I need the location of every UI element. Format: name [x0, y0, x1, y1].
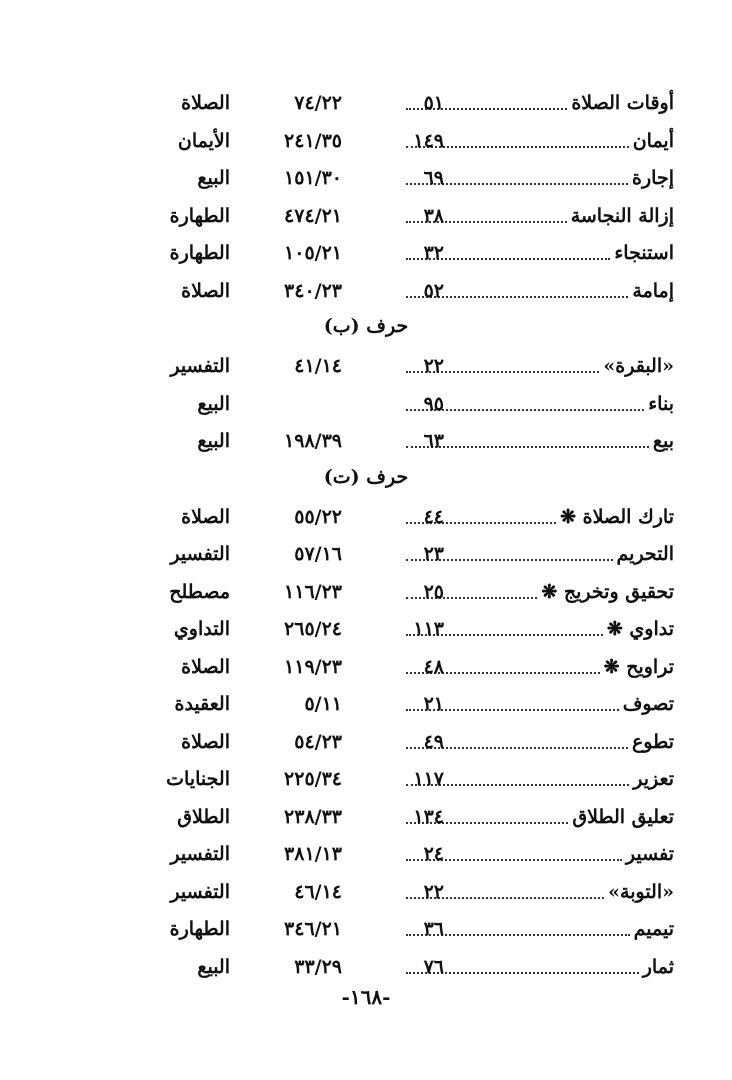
index-entry-row [0, 124, 732, 158]
entry-book: الطهارة [169, 204, 230, 227]
entry-number: ٦٩ [423, 167, 444, 189]
page-number: -١٦٨- [341, 985, 391, 1009]
index-entry-row [0, 349, 732, 383]
entry-volume-page: ٣٣/٢٩ [294, 955, 342, 978]
index-entry-row [0, 687, 732, 721]
index-entry-row [0, 612, 732, 646]
entry-term: استنجاء [614, 242, 674, 264]
entry-book: الطلاق [177, 805, 230, 828]
entry-volume-page: ٢٤١/٣٥ [284, 129, 342, 152]
entry-book: البيع [197, 392, 230, 415]
entry-volume-page: ٢٢٥/٣٤ [284, 768, 342, 790]
entry-term: بيع [652, 430, 674, 452]
entry-volume-page: ٣٤٦/٢١ [284, 918, 342, 940]
index-entry-row [0, 725, 732, 759]
entry-book: التفسير [170, 355, 230, 377]
entry-book: البيع [197, 430, 230, 452]
entry-book: مصطلح [169, 580, 230, 603]
entry-book: الصلاة [181, 505, 230, 528]
entry-book: التفسير [170, 843, 230, 865]
entry-term: تفسير [625, 843, 674, 865]
entry-number: ١١٣ [413, 618, 444, 640]
entry-number: ١١٧ [413, 768, 444, 790]
entry-book: البيع [197, 955, 230, 978]
index-entry-row [0, 274, 732, 308]
entry-number: ٢٣ [423, 543, 444, 565]
entry-term: تحقيق وتخريج ❋ [541, 580, 674, 603]
entry-volume-page: ٥٧/١٦ [294, 543, 342, 565]
entry-term: تعزير [633, 768, 674, 790]
entry-volume-page: ٢٣٨/٣٣ [284, 805, 342, 828]
entry-term: تطوع [631, 730, 674, 753]
entry-number: ٥١ [423, 92, 444, 114]
entry-term: «التوبة» [608, 880, 674, 903]
entry-number: ٣٢ [423, 242, 444, 264]
entry-volume-page: ١١٦/٢٣ [284, 580, 342, 603]
entry-volume-page: ٣٤٠/٢٣ [284, 279, 342, 302]
entry-book: الصلاة [181, 92, 230, 114]
entry-number: ٢٥ [423, 580, 444, 603]
entry-volume-page: ٤١/١٤ [294, 355, 342, 377]
entry-book: التفسير [170, 880, 230, 903]
entry-book: الصلاة [181, 655, 230, 678]
entry-term: تراويح ❋ [603, 655, 674, 678]
entry-volume-page: ٤٧٤/٢١ [284, 204, 342, 227]
entry-number: ٦٣ [423, 430, 444, 452]
entry-term: تعليق الطلاق [572, 805, 674, 828]
index-entry-row [0, 500, 732, 534]
entry-number: ١٤٩ [413, 129, 444, 152]
index-entry-row [0, 537, 732, 571]
index-entry-row [0, 837, 732, 871]
entry-term: «البقرة» [603, 355, 674, 377]
entry-volume-page: ٧٤/٢٢ [294, 92, 342, 114]
entry-number: ٥٢ [423, 279, 444, 302]
entry-number: ٤٩ [423, 730, 444, 753]
entry-number: ٣٦ [423, 918, 444, 940]
entry-term: ثمار [642, 955, 674, 978]
index-entry-row [0, 650, 732, 684]
entry-book: التداوي [173, 618, 230, 640]
index-entry-row [0, 762, 732, 796]
entry-book: الأيمان [177, 129, 230, 152]
entry-number: ٢٢ [423, 355, 444, 377]
entry-term: إجارة [632, 167, 674, 189]
index-entry-row [0, 424, 732, 458]
index-entry-row [0, 912, 732, 946]
entry-volume-page: ٥٤/٢٣ [294, 730, 342, 753]
section-heading: حرف (ت) [323, 465, 409, 488]
index-entry-row [0, 199, 732, 233]
entry-number: ٤٨ [423, 655, 444, 678]
entry-book: الطهارة [169, 918, 230, 940]
index-entry-row [0, 875, 732, 909]
entry-term: تداوي ❋ [606, 618, 674, 640]
entry-volume-page: ٣٨١/١٣ [284, 843, 342, 865]
index-entry-row [0, 800, 732, 834]
section-heading: حرف (ب) [323, 315, 409, 337]
entry-volume-page: ١٩٨/٣٩ [284, 430, 342, 452]
entry-term: بناء [648, 392, 674, 415]
entry-book: الجنايات [166, 768, 230, 790]
entry-term: تيميم [633, 918, 674, 940]
entry-term: إزالة النجاسة [570, 204, 674, 227]
entry-volume-page: ٥/١١ [304, 693, 342, 715]
entry-book: الطهارة [169, 242, 230, 264]
index-entry-row [0, 387, 732, 421]
entry-book: العقيدة [174, 693, 230, 715]
entry-book: الصلاة [181, 730, 230, 753]
index-entry-row [0, 86, 732, 120]
entry-term: التحريم [616, 543, 674, 565]
index-entry-row [0, 236, 732, 270]
entry-volume-page: ٤٦/١٤ [294, 880, 342, 903]
entry-volume-page: ١٥١/٣٠ [284, 167, 342, 189]
entry-term: تصوف [622, 693, 674, 715]
entry-number: ٣٨ [423, 204, 444, 227]
index-entry-row [0, 950, 732, 984]
entry-book: التفسير [170, 543, 230, 565]
entry-number: ٢٤ [423, 843, 444, 865]
entry-number: ٤٤ [423, 505, 444, 528]
entry-volume-page: ١٠٥/٢١ [284, 242, 342, 264]
entry-volume-page: ١١٩/٢٣ [284, 655, 342, 678]
entry-number: ١٣٤ [413, 805, 444, 828]
entry-number: ٧٦ [423, 955, 444, 978]
index-entry-row [0, 161, 732, 195]
entry-number: ٢٢ [423, 880, 444, 903]
entry-number: ٢١ [423, 693, 444, 715]
entry-volume-page [246, 387, 342, 421]
entry-term: تارك الصلاة ❋ [560, 505, 674, 528]
entry-term: إمامة [632, 279, 674, 302]
index-entry-row [0, 575, 732, 609]
entry-term: أيمان [632, 129, 674, 152]
entry-volume-page: ٥٥/٢٢ [294, 505, 342, 528]
entry-book: الصلاة [181, 279, 230, 302]
entry-number: ٩٥ [423, 392, 444, 415]
entry-book: البيع [197, 167, 230, 189]
entry-volume-page: ٢٦٥/٢٤ [284, 618, 342, 640]
entry-term: أوقات الصلاة [571, 92, 674, 114]
